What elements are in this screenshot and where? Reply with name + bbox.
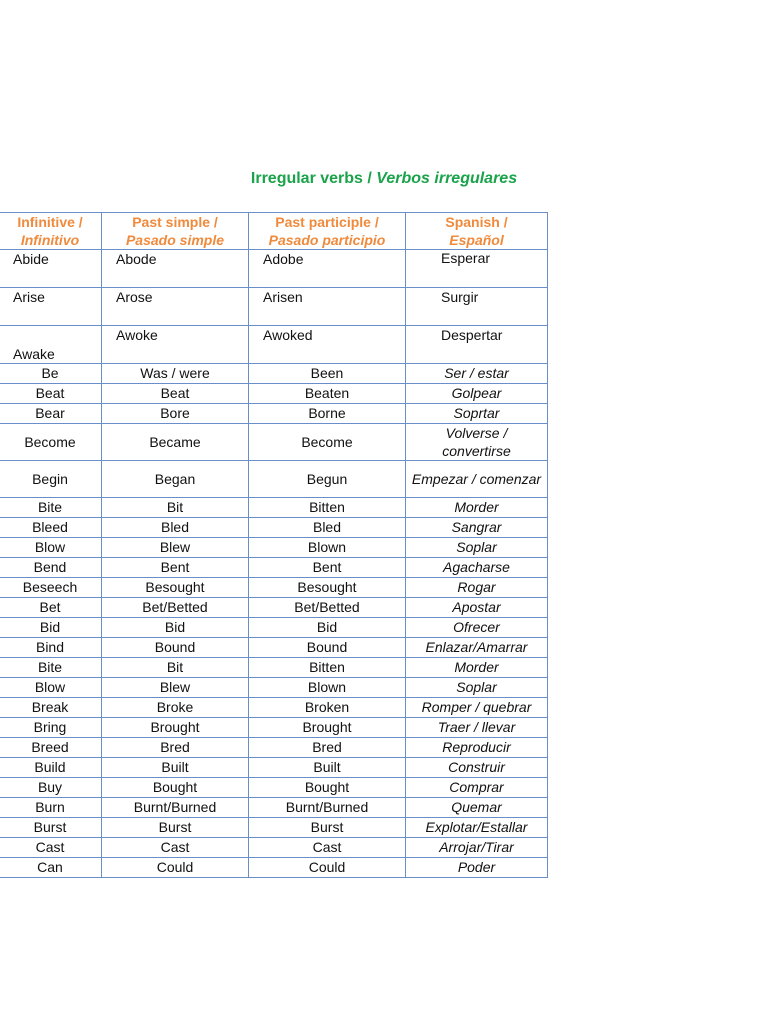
cell-infinitive: Beat <box>0 384 102 404</box>
table-row <box>0 558 548 578</box>
table-row <box>0 384 548 404</box>
cell-past-simple: Broke <box>102 698 249 718</box>
cell-spanish: Esperar <box>406 250 548 288</box>
cell-spanish: Despertar <box>406 326 548 364</box>
table-row <box>0 818 548 838</box>
cell-infinitive: Be <box>0 364 102 384</box>
irregular-verbs-table <box>0 212 548 878</box>
cell-infinitive: Bear <box>0 404 102 424</box>
cell-past-participle: Awoked <box>249 326 406 364</box>
table-row <box>0 404 548 424</box>
cell-past-participle: Brought <box>249 718 406 738</box>
cell-spanish: Romper / quebrar <box>406 698 548 718</box>
header-english-label: Past simple / <box>132 214 218 230</box>
cell-past-participle: Beaten <box>249 384 406 404</box>
table-row <box>0 858 548 878</box>
cell-infinitive: Begin <box>0 461 102 498</box>
header-spanish-label: Español <box>449 232 504 248</box>
cell-past-participle: Begun <box>249 461 406 498</box>
cell-spanish: Enlazar/Amarrar <box>406 638 548 658</box>
cell-past-participle: Bent <box>249 558 406 578</box>
cell-past-participle: Bid <box>249 618 406 638</box>
cell-infinitive: Blow <box>0 678 102 698</box>
cell-past-participle: Besought <box>249 578 406 598</box>
cell-past-simple: Became <box>102 424 249 461</box>
cell-spanish: Ser / estar <box>406 364 548 384</box>
cell-spanish: Volverse / convertirse <box>406 424 548 461</box>
cell-past-simple: Awoke <box>102 326 249 364</box>
cell-spanish: Poder <box>406 858 548 878</box>
cell-spanish: Explotar/Estallar <box>406 818 548 838</box>
header-english-label: Infinitive / <box>17 214 83 230</box>
cell-past-simple: Cast <box>102 838 249 858</box>
cell-spanish: Apostar <box>406 598 548 618</box>
cell-past-simple: Arose <box>102 288 249 326</box>
header-spanish-label: Pasado participio <box>268 232 386 248</box>
cell-past-simple: Brought <box>102 718 249 738</box>
cell-past-participle: Broken <box>249 698 406 718</box>
cell-past-simple: Blew <box>102 678 249 698</box>
cell-past-simple: Bound <box>102 638 249 658</box>
cell-past-simple: Was / were <box>102 364 249 384</box>
cell-infinitive: Bet <box>0 598 102 618</box>
cell-past-participle: Bought <box>249 778 406 798</box>
cell-past-simple: Blew <box>102 538 249 558</box>
cell-past-participle: Blown <box>249 538 406 558</box>
cell-past-simple: Could <box>102 858 249 878</box>
table-row <box>0 598 548 618</box>
cell-infinitive: Bite <box>0 658 102 678</box>
table-row <box>0 678 548 698</box>
cell-past-simple: Burnt/Burned <box>102 798 249 818</box>
cell-spanish: Surgir <box>406 288 548 326</box>
cell-past-simple: Bent <box>102 558 249 578</box>
cell-past-participle: Been <box>249 364 406 384</box>
cell-infinitive: Cast <box>0 838 102 858</box>
header-english-label: Past participle / <box>275 214 379 230</box>
header-infinitive <box>0 213 102 250</box>
cell-spanish: Quemar <box>406 798 548 818</box>
cell-infinitive: Bend <box>0 558 102 578</box>
cell-past-participle: Bet/Betted <box>249 598 406 618</box>
cell-spanish: Rogar <box>406 578 548 598</box>
cell-spanish: Morder <box>406 658 548 678</box>
cell-past-participle: Burst <box>249 818 406 838</box>
cell-past-simple: Built <box>102 758 249 778</box>
title-spanish: Verbos irregulares <box>376 170 518 187</box>
cell-past-participle: Borne <box>249 404 406 424</box>
cell-infinitive: Arise <box>0 288 102 326</box>
header-english-label: Spanish / <box>445 214 508 230</box>
table-row <box>0 738 548 758</box>
cell-past-participle: Arisen <box>249 288 406 326</box>
table-row <box>0 250 548 288</box>
cell-infinitive: Blow <box>0 538 102 558</box>
cell-past-participle: Adobe <box>249 250 406 288</box>
cell-past-participle: Could <box>249 858 406 878</box>
table-row <box>0 838 548 858</box>
table-row <box>0 758 548 778</box>
header-spanish-label: Infinitivo <box>20 232 80 248</box>
table-row <box>0 538 548 558</box>
table-row <box>0 424 548 461</box>
cell-past-simple: Besought <box>102 578 249 598</box>
cell-infinitive: Burst <box>0 818 102 838</box>
cell-spanish: Comprar <box>406 778 548 798</box>
cell-spanish: Agacharse <box>406 558 548 578</box>
cell-past-simple: Bore <box>102 404 249 424</box>
cell-spanish: Empezar / comenzar <box>406 461 548 498</box>
cell-infinitive: Beseech <box>0 578 102 598</box>
table-row <box>0 658 548 678</box>
cell-infinitive: Breed <box>0 738 102 758</box>
cell-past-simple: Bred <box>102 738 249 758</box>
cell-infinitive: Burn <box>0 798 102 818</box>
cell-infinitive: Bring <box>0 718 102 738</box>
cell-past-simple: Bled <box>102 518 249 538</box>
table-header-row <box>0 213 548 250</box>
cell-spanish: Arrojar/Tirar <box>406 838 548 858</box>
cell-past-participle: Bred <box>249 738 406 758</box>
cell-spanish: Reproducir <box>406 738 548 758</box>
cell-past-simple: Bit <box>102 498 249 518</box>
cell-spanish: Traer / llevar <box>406 718 548 738</box>
cell-spanish: Soprtar <box>406 404 548 424</box>
header-past-participle <box>249 213 406 250</box>
header-past-simple <box>102 213 249 250</box>
cell-spanish: Morder <box>406 498 548 518</box>
cell-past-participle: Blown <box>249 678 406 698</box>
cell-past-simple: Beat <box>102 384 249 404</box>
cell-spanish: Soplar <box>406 678 548 698</box>
cell-spanish: Ofrecer <box>406 618 548 638</box>
cell-past-participle: Bitten <box>249 498 406 518</box>
cell-past-participle: Built <box>249 758 406 778</box>
cell-spanish: Golpear <box>406 384 548 404</box>
cell-past-participle: Become <box>249 424 406 461</box>
cell-past-simple: Bid <box>102 618 249 638</box>
title-english: Irregular verbs / <box>250 170 372 187</box>
cell-infinitive: Awake <box>0 326 102 364</box>
cell-infinitive: Become <box>0 424 102 461</box>
cell-spanish: Soplar <box>406 538 548 558</box>
table-row <box>0 364 548 384</box>
document-title <box>0 170 768 188</box>
table-row <box>0 288 548 326</box>
cell-past-participle: Burnt/Burned <box>249 798 406 818</box>
cell-infinitive: Abide <box>0 250 102 288</box>
cell-past-participle: Bled <box>249 518 406 538</box>
header-spanish-label: Pasado simple <box>125 232 225 248</box>
cell-past-simple: Bit <box>102 658 249 678</box>
cell-infinitive: Bite <box>0 498 102 518</box>
cell-past-simple: Bet/Betted <box>102 598 249 618</box>
cell-infinitive: Break <box>0 698 102 718</box>
table-row <box>0 718 548 738</box>
table-row <box>0 578 548 598</box>
cell-infinitive: Buy <box>0 778 102 798</box>
cell-infinitive: Can <box>0 858 102 878</box>
table-row <box>0 461 548 498</box>
cell-past-simple: Began <box>102 461 249 498</box>
table-row <box>0 698 548 718</box>
cell-infinitive: Bleed <box>0 518 102 538</box>
cell-past-simple: Abode <box>102 250 249 288</box>
table-row <box>0 798 548 818</box>
cell-past-participle: Bitten <box>249 658 406 678</box>
table-body <box>0 250 548 878</box>
table-row <box>0 618 548 638</box>
cell-infinitive: Bind <box>0 638 102 658</box>
cell-past-simple: Bought <box>102 778 249 798</box>
cell-spanish: Construir <box>406 758 548 778</box>
cell-past-participle: Cast <box>249 838 406 858</box>
cell-past-participle: Bound <box>249 638 406 658</box>
cell-past-simple: Burst <box>102 818 249 838</box>
cell-infinitive: Bid <box>0 618 102 638</box>
cell-infinitive: Build <box>0 758 102 778</box>
header-spanish <box>406 213 548 250</box>
table-row <box>0 778 548 798</box>
table-row <box>0 518 548 538</box>
table-row <box>0 638 548 658</box>
cell-spanish: Sangrar <box>406 518 548 538</box>
table-row <box>0 326 548 364</box>
table-row <box>0 498 548 518</box>
